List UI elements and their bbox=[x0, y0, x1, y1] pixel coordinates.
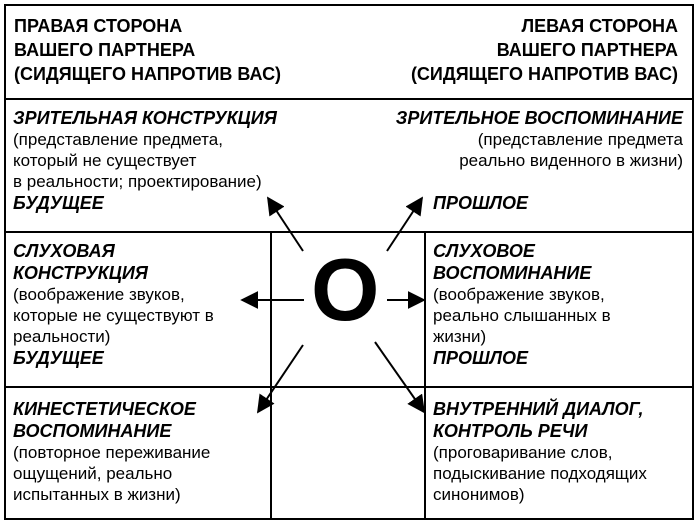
visual-memory-title: ЗРИТЕЛЬНОЕ ВОСПОМИНАНИЕ bbox=[395, 108, 683, 128]
auditory-construction-title-2: КОНСТРУКЦИЯ bbox=[13, 263, 148, 283]
auditory-construction-time: БУДУЩЕЕ bbox=[13, 348, 104, 368]
visual-construction-title: ЗРИТЕЛЬНАЯ КОНСТРУКЦИЯ bbox=[13, 108, 277, 128]
auditory-memory-desc-2: реально слышанных в bbox=[433, 306, 611, 325]
kinesthetic-desc-1: (повторное переживание bbox=[13, 443, 211, 462]
visual-memory-desc-2: реально виденного в жизни) bbox=[459, 151, 683, 170]
internal-dialogue-title-2: КОНТРОЛЬ РЕЧИ bbox=[433, 421, 588, 441]
arrow-down-left bbox=[258, 345, 303, 412]
kinesthetic-title-1: КИНЕСТЕТИЧЕСКОЕ bbox=[13, 399, 196, 419]
eye-center-symbol: O bbox=[311, 240, 380, 339]
auditory-memory-desc-1: (воображение звуков, bbox=[433, 285, 605, 304]
arrow-down-right bbox=[375, 342, 424, 412]
auditory-construction-title-1: СЛУХОВАЯ bbox=[13, 241, 115, 261]
visual-construction-desc-1: (представление предмета, bbox=[13, 130, 223, 149]
internal-dialogue-desc-1: (проговаривание слов, bbox=[433, 443, 613, 462]
header-right-line-3: (СИДЯЩЕГО НАПРОТИВ ВАС) bbox=[14, 64, 282, 84]
header-left-line-2: ВАШЕГО ПАРТНЕРА bbox=[496, 40, 678, 60]
auditory-memory-time: ПРОШЛОЕ bbox=[433, 348, 528, 368]
header-right-line-1: ПРАВАЯ СТОРОНА bbox=[14, 16, 183, 36]
visual-construction-desc-2: который не существует bbox=[13, 151, 197, 170]
kinesthetic-title-2: ВОСПОМИНАНИЕ bbox=[13, 421, 172, 441]
internal-dialogue-title-1: ВНУТРЕННИЙ ДИАЛОГ, bbox=[433, 399, 644, 419]
internal-dialogue-desc-3: синонимов) bbox=[433, 485, 525, 504]
header-right-line-2: ВАШЕГО ПАРТНЕРА bbox=[14, 40, 196, 60]
auditory-construction-desc-2: которые не существуют в bbox=[13, 306, 214, 325]
kinesthetic-desc-2: ощущений, реально bbox=[13, 464, 173, 483]
internal-dialogue-desc-2: подыскивание подходящих bbox=[433, 464, 647, 483]
auditory-memory-title-2: ВОСПОМИНАНИЕ bbox=[433, 263, 592, 283]
arrow-up-right bbox=[387, 198, 422, 251]
auditory-memory-desc-3: жизни) bbox=[433, 327, 487, 346]
header-left-line-3: (СИДЯЩЕГО НАПРОТИВ ВАС) bbox=[410, 64, 678, 84]
auditory-construction-desc-3: реальности) bbox=[13, 327, 111, 346]
auditory-memory-title-1: СЛУХОВОЕ bbox=[433, 241, 535, 261]
arrow-up-left bbox=[268, 198, 303, 251]
visual-construction-desc-3: в реальности; проектирование) bbox=[13, 172, 262, 191]
visual-construction-time: БУДУЩЕЕ bbox=[13, 193, 104, 213]
visual-memory-desc-1: (представление предмета bbox=[477, 130, 683, 149]
auditory-construction-desc-1: (воображение звуков, bbox=[13, 285, 185, 304]
visual-memory-time: ПРОШЛОЕ bbox=[433, 193, 528, 213]
header-left-line-1: ЛЕВАЯ СТОРОНА bbox=[521, 16, 678, 36]
kinesthetic-desc-3: испытанных в жизни) bbox=[13, 485, 181, 504]
